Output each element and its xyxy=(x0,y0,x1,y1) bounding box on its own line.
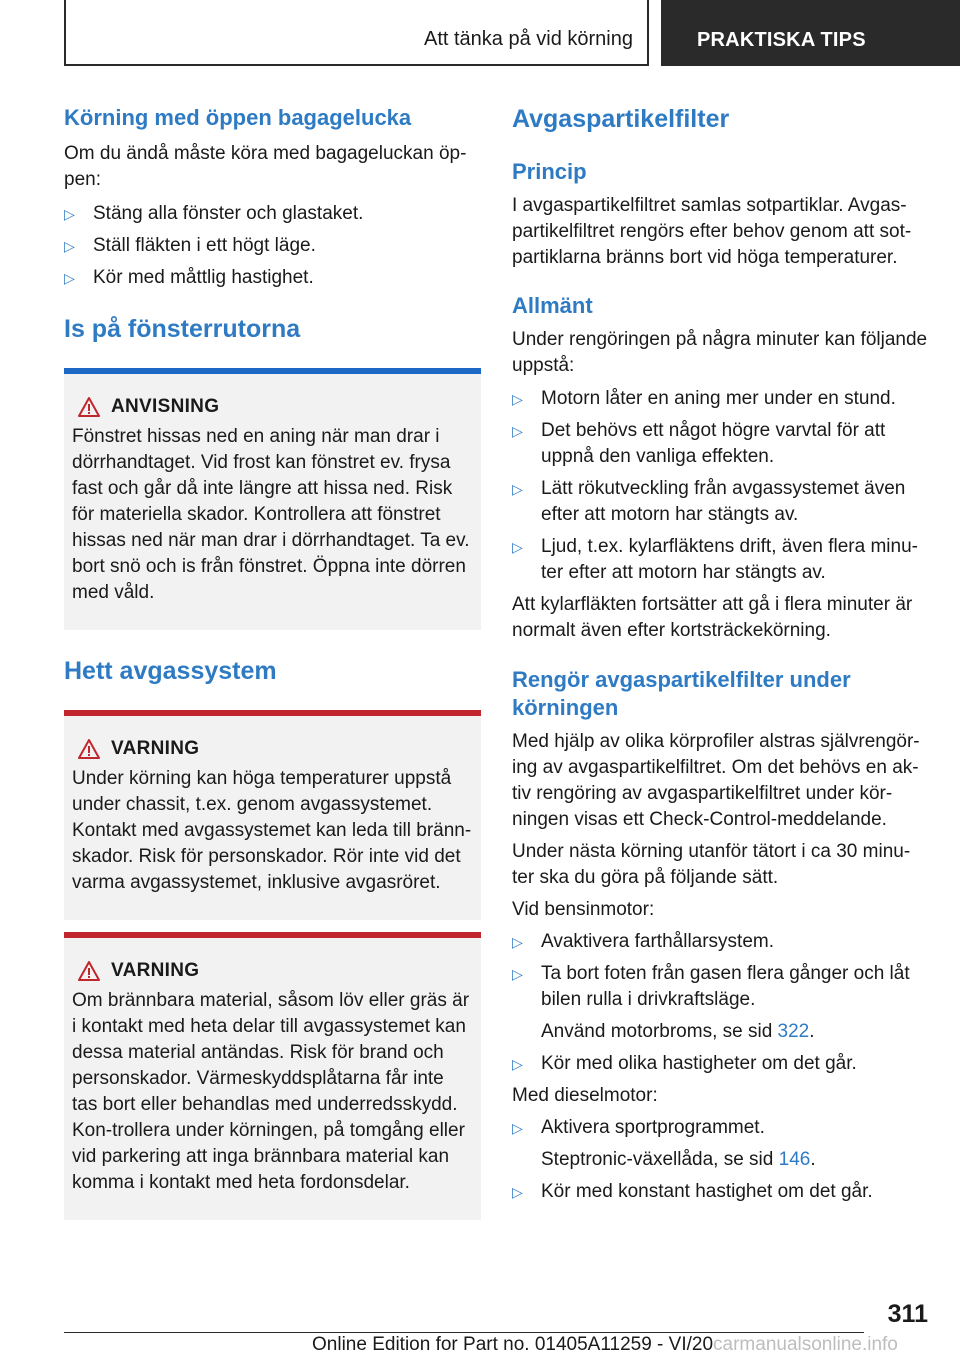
ice-heading: Is på fönsterrutorna xyxy=(64,315,301,343)
list-item: ▷ Ljud, t.ex. kylarfläktens drift, även flera minu-ter efter att motorn har stängts av. xyxy=(512,536,918,583)
warning-text: Om brännbara material, såsom löv eller gräs är i kontakt med heta delar till avgassystemet kan dessa material antändas. Risk för brand och personskador. Värmeskyddsplåtarna får inte tas bort eller behandlas med underredsskydd. Kon-trollera under körningen, på tomgång eller vid parkering att inga brännbara material kan komma i kontakt med heta fordonsdelar. xyxy=(72,990,470,1193)
page-link-146[interactable]: 146 xyxy=(778,1149,811,1170)
page-number: 311 xyxy=(887,1300,928,1328)
warning-title: VARNING xyxy=(72,736,473,762)
warning-text: Under körning kan höga temperaturer uppstå under chassit, t.ex. genom avgassystemet. Kontakt med avgassystemet kan leda till bränn-skador. Risk för personskador. Rör inte vid det varma avgassystemet, inklusive avgasröret. xyxy=(72,768,472,893)
note-box xyxy=(64,368,481,630)
list-item: ▷ Lätt rökutveckling från avgassystemet även efter att motorn har stängts av. xyxy=(512,478,906,525)
warning-title: VARNING xyxy=(72,958,473,984)
bullet-triangle-icon: ▷ xyxy=(64,270,75,286)
clean-heading: Rengör avgaspartikelfilter under körningen xyxy=(512,667,851,720)
open-trunk-list xyxy=(64,201,481,291)
footer-divider xyxy=(64,1332,864,1333)
bullet-triangle-icon: ▷ xyxy=(512,423,523,439)
petrol-list-2 xyxy=(512,1051,932,1077)
clean-text-2: Under nästa körning utanför tätort i ca 30 minu-ter ska du göra på följande sätt. xyxy=(512,841,911,888)
bullet-triangle-icon: ▷ xyxy=(512,966,523,982)
header-section-title: Att tänka på vid körning xyxy=(423,28,633,50)
petrol-label: Vid bensinmotor: xyxy=(512,899,655,920)
list-item: ▷ Kör med måttlig hastighet. xyxy=(64,265,481,291)
general-text: Under rengöringen på några minuter kan följande uppstå: xyxy=(512,329,928,376)
header-chapter-tab xyxy=(661,0,960,66)
header-section-tab xyxy=(64,0,649,66)
diesel-list-2 xyxy=(512,1179,932,1205)
list-item: ▷ Ta bort foten från gasen flera gånger och låt bilen rulla i drivkraftsläge. xyxy=(512,963,910,1010)
list-item: ▷ Det behövs ett något högre varvtal för att uppnå den vanliga effekten. xyxy=(512,420,886,467)
bullet-triangle-icon: ▷ xyxy=(64,206,75,222)
bullet-triangle-icon: ▷ xyxy=(512,481,523,497)
footer-watermark-logo: carmanualsonline.info xyxy=(713,1334,898,1355)
header-chapter-title: PRAKTISKA TIPS xyxy=(697,29,866,51)
warning-box xyxy=(64,932,481,1220)
list-item: ▷ Avaktivera farthållarsystem. xyxy=(512,929,932,955)
engine-brake-note: Använd motorbroms, se sid 322. xyxy=(541,1021,815,1042)
note-title: ANVISNING xyxy=(72,394,473,420)
general-after-text: Att kylarfläkten fortsätter att gå i flera minuter är normalt även efter kortsträckekörning. xyxy=(512,594,913,641)
list-item: ▷ Kör med konstant hastighet om det går. xyxy=(512,1179,932,1205)
page-header xyxy=(64,0,960,66)
warning-triangle-icon xyxy=(77,960,101,982)
diesel-list xyxy=(512,1115,932,1141)
list-item: ▷ Stäng alla fönster och glastaket. xyxy=(64,201,481,227)
dpf-heading: Avgaspartikelfilter xyxy=(512,105,730,133)
right-column xyxy=(512,100,932,1205)
general-list xyxy=(512,386,932,586)
bullet-triangle-icon: ▷ xyxy=(512,1184,523,1200)
bullet-triangle-icon: ▷ xyxy=(512,1120,523,1136)
note-text: Fönstret hissas ned en aning när man drar i dörrhandtaget. Vid frost kan fönstret ev. frysa fast och går då inte längre att hissa ned. Risk för materiella skador. Kontrollera att fönstret hissas ned när man drar i dörrhandtaget. Ta ev. bort snö och is från fönstret. Öppna inte dörren med våld. xyxy=(72,426,470,603)
bullet-triangle-icon: ▷ xyxy=(512,934,523,950)
principle-heading: Princip xyxy=(512,159,587,184)
bullet-triangle-icon: ▷ xyxy=(64,238,75,254)
open-trunk-heading: Körning med öppen bagagelucka xyxy=(64,105,412,130)
list-item: ▷ Ställ fläkten i ett högt läge. xyxy=(64,233,481,259)
footer-edition-text: Online Edition for Part no. 01405A11259 - VI/20 xyxy=(312,1334,714,1355)
warning-box xyxy=(64,710,481,920)
principle-text: I avgaspartikelfiltret samlas sotpartiklar. Avgas-partikelfiltret rengörs efter behov genom att sot-partiklarna bränns bort vid höga temperaturer. xyxy=(512,195,912,268)
hot-exhaust-heading: Hett avgassystem xyxy=(64,657,277,685)
bullet-triangle-icon: ▷ xyxy=(512,1056,523,1072)
left-column xyxy=(64,100,481,1220)
page-link-322[interactable]: 322 xyxy=(777,1021,810,1042)
footer xyxy=(312,1334,898,1356)
bullet-triangle-icon: ▷ xyxy=(512,539,523,555)
clean-text: Med hjälp av olika körprofiler alstras självrengör-ing av avgaspartikelfiltret. Om det behövs en ak-tiv rengöring av avgaspartikelfiltret under kör-ningen visas ett Check-Control-meddelande. xyxy=(512,731,920,830)
open-trunk-intro: Om du ändå måste köra med bagageluckan öp-pen: xyxy=(64,143,467,190)
general-heading: Allmänt xyxy=(512,293,593,318)
list-item: ▷ Aktivera sportprogrammet. xyxy=(512,1115,932,1141)
warning-triangle-icon xyxy=(77,738,101,760)
bullet-triangle-icon: ▷ xyxy=(512,391,523,407)
petrol-list xyxy=(512,929,932,1013)
diesel-label: Med dieselmotor: xyxy=(512,1085,658,1106)
steptronic-note: Steptronic-växellåda, se sid 146. xyxy=(541,1149,816,1170)
list-item: ▷ Motorn låter en aning mer under en stund. xyxy=(512,386,932,412)
warning-triangle-icon xyxy=(77,396,101,418)
list-item: ▷ Kör med olika hastigheter om det går. xyxy=(512,1051,932,1077)
